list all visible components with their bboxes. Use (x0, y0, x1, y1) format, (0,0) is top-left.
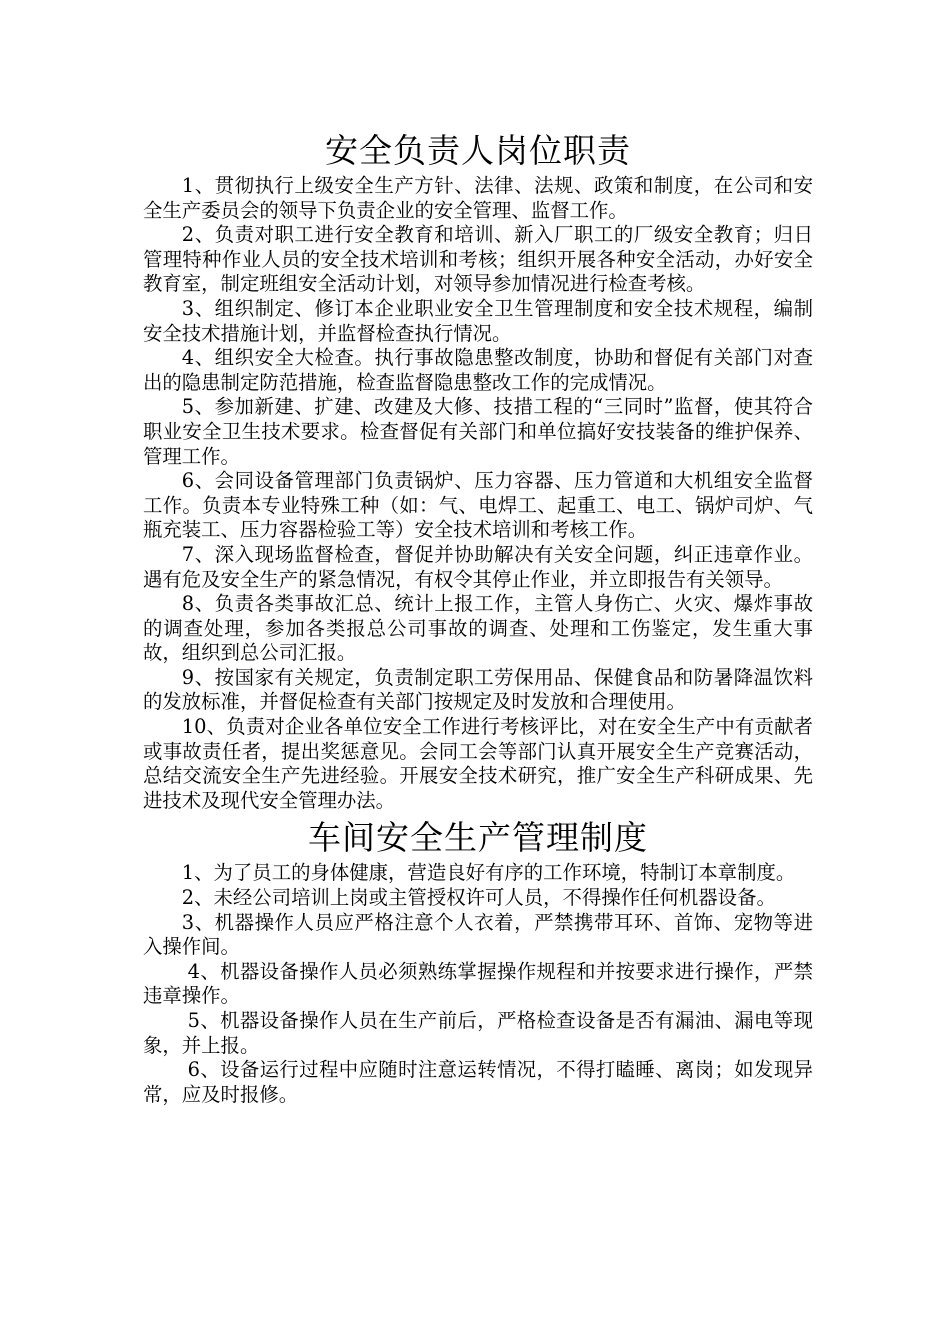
section-workshop-safety-rules (143, 815, 813, 1107)
rule-6: 6、设备运行过程中应随时注意运转情况，不得打瞌睡、离岗；如发现异常，应及时报修。 (143, 1058, 813, 1106)
rule-4: 4、机器设备操作人员必须熟练掌握操作规程和并按要求进行操作，严禁违章操作。 (143, 959, 813, 1008)
rule-1: 1、为了员工的身体健康，营造良好有序的工作环境，特制订本章制度。 (181, 861, 796, 885)
rule-3: 3、机器操作人员应严格注意个人衣着，严禁携带耳环、首饰、宠物等进入操作间。 (143, 910, 813, 959)
rule-2: 2、未经公司培训上岗或主管授权许可人员，不得操作任何机器设备。 (181, 886, 776, 910)
paragraph-3: 3、组织制定、修订本企业职业安全卫生管理制度和安全技术规程，编制安全技术措施计划，并监督检查执行情况。 (143, 296, 813, 345)
paragraph-4: 4、组织安全大检查。执行事故隐患整改制度，协助和督促有关部门对查出的隐患制定防范措施，检查监督隐患整改工作的完成情况。 (143, 346, 813, 394)
section-title: 车间安全生产管理制度 (308, 818, 648, 858)
section-title: 安全负责人岗位职责 (325, 131, 631, 170)
paragraph-10: 10、负责对企业各单位安全工作进行考核评比，对在安全生产中有贡献者或事故责任者，提出奖惩意见。会同工会等部门认真开展安全生产竞赛活动，总结交流安全生产先进经验。开展安全技术研究，推广安全生产科研成果、先进技术及现代安全管理办法。 (143, 715, 813, 812)
paragraph-8: 8、负责各类事故汇总、统计上报工作，主管人身伤亡、火灾、爆炸事故的调查处理，参加各类报总公司事故的调查、处理和工伤鉴定，发生重大事故，组织到总公司汇报。 (143, 592, 813, 665)
rule-5: 5、机器设备操作人员在生产前后，严格检查设备是否有漏油、漏电等现象，并上报。 (143, 1009, 813, 1057)
paragraph-2: 2、负责对职工进行安全教育和培训、新入厂职工的厂级安全教育；归日管理特种作业人员的安全技术培训和考核；组织开展各种安全活动，办好安全教育室，制定班组安全活动计划，对领导参加情况进行检查考核。 (143, 223, 813, 296)
paragraph-7: 7、深入现场监督检查，督促并协助解决有关安全问题，纠正违章作业。遇有危及安全生产的紧急情况，有权令其停止作业，并立即报告有关领导。 (143, 542, 813, 591)
section-safety-officer-duties (143, 128, 813, 813)
paragraph-9: 9、按国家有关规定，负责制定职工劳保用品、保健食品和防暑降温饮料的发放标准，并督促检查有关部门按规定及时发放和合理使用。 (143, 665, 813, 714)
paragraph-6: 6、会同设备管理部门负责锅炉、压力容器、压力管道和大机组安全监督工作。负责本专业特殊工种（如：气、电焊工、起重工、电工、锅炉司炉、气瓶充装工、压力容器检验工等）安全技术培训和考核工作。 (143, 469, 813, 542)
paragraph-1: 1、贯彻执行上级安全生产方针、法律、法规、政策和制度，在公司和安全生产委员会的领导下负责企业的安全管理、监督工作。 (143, 174, 813, 222)
paragraph-5: 5、参加新建、扩建、改建及大修、技措工程的“三同时”监督，使其符合职业安全卫生技术要求。检查督促有关部门和单位搞好安技装备的维护保养、管理工作。 (143, 395, 813, 468)
document-page (143, 128, 813, 1107)
